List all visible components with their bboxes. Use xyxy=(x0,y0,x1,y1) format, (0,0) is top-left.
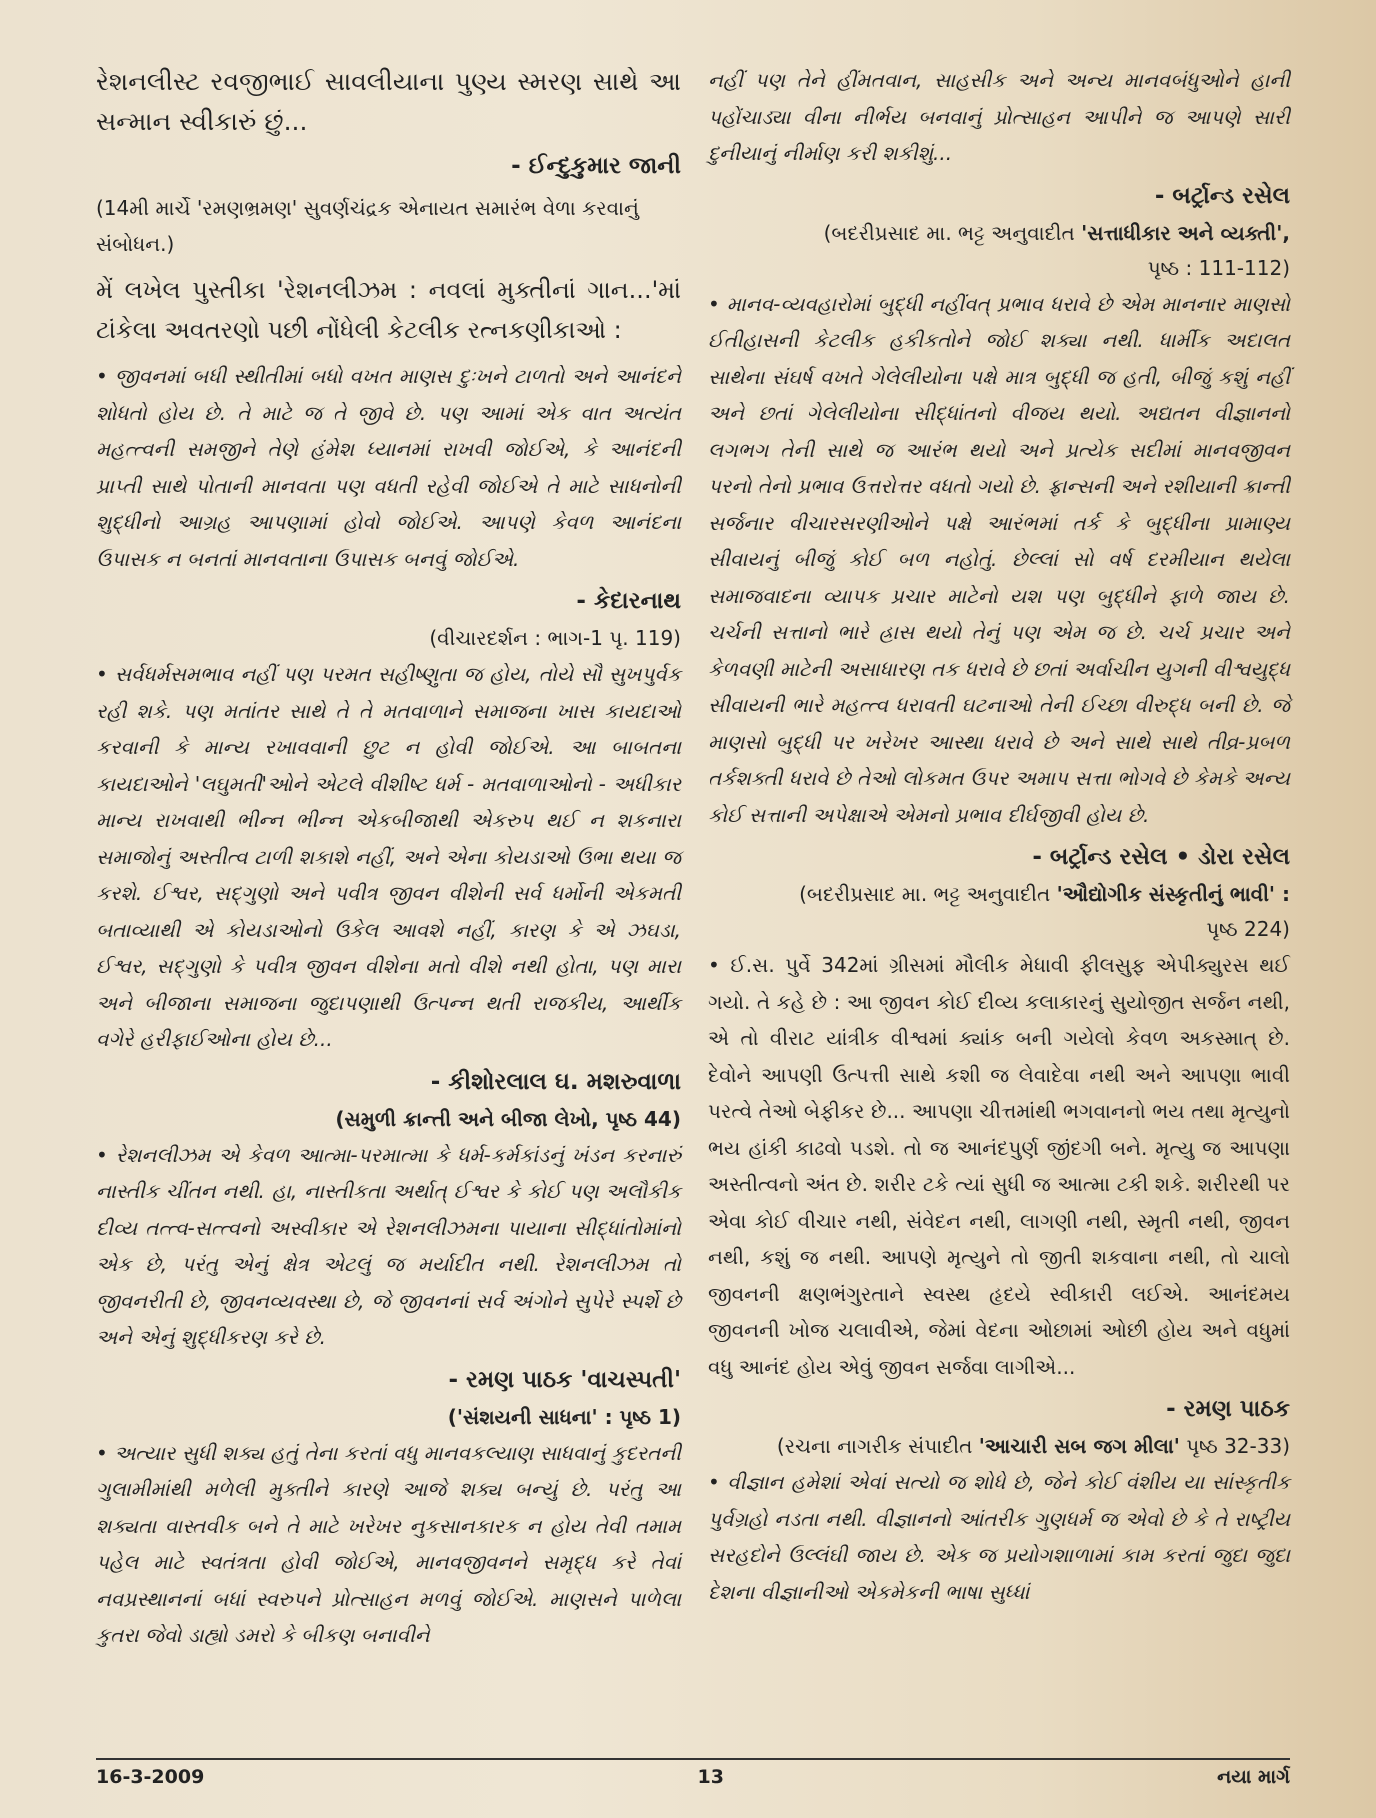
quote-paragraph: • ઈ.સ. પુર્વે 342માં ગ્રીસમાં મૌલીક મેધાવી ફીલસુફ એપીક્યુરસ થઈ ગયો. તે કહે છે : આ જીવન કોઈ દીવ્ય કલાકારનું સુયોજીત સર્જન નથી, એ તો વીરાટ યાંત્રીક વીશ્વમાં ક્યાંક બની ગયેલો કેવળ અકસ્માત્ છે. દેવોને આપણી ઉત્પત્તી સાથે કશી જ લેવાદેવા નથી અને આપણા ભાવી પરત્વે તેઓ બેફીકર છે... આપણા ચીત્તમાંથી ભગવાનનો ભય તથા મૃત્યુનો ભય હાંકી કાઢવો પડશે. તો જ આનંદપુર્ણ જીંદગી બને. મૃત્યુ જ આપણા અસ્તીત્વનો અંત છે. શરીર ટકે ત્યાં સુધી જ આત્મા ટકી શકે. શરીરથી પર એવા કોઈ વીચાર નથી, સંવેદન નથી, લાગણી નથી, સ્મૃતી નથી, જીવન નથી, કશું જ નથી. આપણે મૃત્યુને તો જીતી શકવાના નથી, તો ચાલો જીવનની ક્ષણભંગુરતાને સ્વસ્થ હૃદયે સ્વીકારી લઈએ. આનંદમય જીવનની ખોજ ચલાવીએ, જેમાં વેદના ઓછામાં ઓછી હોય અને વધુમાં વધુ આનંદ હોય એવું જીવન સર્જવા લાગીએ... xyxy=(708,953,1290,1379)
quote-paragraph: • અત્યાર સુધી શક્ય હતું તેના કરતાં વધુ માનવકલ્યાણ સાધવાનું કુદરતની ગુલામીમાંથી મળેલી મુક્તીને કારણે આજે શક્ય બન્યું છે. પરંતુ આ શક્યતા વાસ્તવીક બને તે માટે ખરેખર નુકસાનકારક ન હોય તેવી તમામ પહેલ માટે સ્વતંત્રતા હોવી જોઈએ, માનવજીવનને સમૃદ્ધ કરે તેવાં નવપ્રસ્થાનનાં બધાં સ્વરુપને પ્રોત્સાહન મળવું જોઈએ. માણસને પાળેલા કુતરા જેવો ડાહ્યો ડમરો કે બીકણ બનાવીને xyxy=(96,1440,681,1647)
quote-paragraph: • જીવનમાં બધી સ્થીતીમાં બધો વખત માણસ દુઃખને ટાળતો અને આનંદને શોધતો હોય છે. તે માટે જ તે જીવે છે. પણ આમાં એક વાત અત્યંત મહત્ત્વની સમજીને તેણે હંમેશ ધ્યાનમાં રાખવી જોઈએ, કે આનંદની પ્રાપ્તી સાથે પોતાની માનવતા પણ વધતી રહેવી જોઈએ તે માટે સાધનોની શુદ્ધીનો આગ્રહ આપણામાં હોવો જોઈએ. આપણે કેવળ આનંદના ઉપાસક ન બનતાં માનવતાના ઉપાસક બનવું જોઈએ. xyxy=(96,364,681,571)
left-column xyxy=(96,62,681,1654)
source-prefix: (બદરીપ્રસાદ મા. ભટ્ટ અનુવાદીત xyxy=(823,220,1082,245)
source-prefix: (રચના નાગરીક સંપાદીત xyxy=(776,1434,979,1458)
author-line: - બર્ટ્રાન્ડ રસેલ • ડોરા રસેલ xyxy=(1032,844,1290,870)
quote-paragraph: • માનવ-વ્યવહારોમાં બુદ્ધી નહીંવત્ પ્રભાવ ધરાવે છે એમ માનનાર માણસો ઈતીહાસની કેટલીક હકીકતોને જોઈ શક્યા નથી. ધાર્મીક અદાલત સાથેના સંઘર્ષ વખતે ગેલેલીયોના પક્ષે માત્ર બુદ્ધી જ હતી, બીજું કશું નહીં અને છતાં ગેલેલીયોના સીદ્ધાંતનો વીજય થયો. અદ્યતન વીજ્ઞાનનો લગભગ તેની સાથે જ આરંભ થયો અને પ્રત્યેક સદીમાં માનવજીવન પરનો તેનો પ્રભાવ ઉત્તરોત્તર વધતો ગયો છે. ફ્રાન્સની અને રશીયાની ક્રાન્તી સર્જનાર વીચારસરણીઓને પક્ષે આરંભમાં તર્ક કે બુદ્ધીના પ્રામાણ્ય સીવાયનું બીજું કોઈ બળ નહોતું. છેલ્લાં સો વર્ષ દરમીયાન થયેલા સમાજવાદના વ્યાપક પ્રચાર માટેનો યશ પણ બુદ્ધીને ફાળે જાય છે. ચર્ચની સત્તાનો ભારે હ્રાસ થયો તેનું પણ એમ જ છે. ચર્ચ પ્રચાર અને કેળવણી માટેની અસાધારણ તક ધરાવે છે છતાં અર્વાચીન યુગની વીશ્વયુદ્ધ સીવાયની ભારે મહત્ત્વ ધરાવતી ઘટનાઓ તેની ઈચ્છા વીરુદ્ધ બની છે. જે માણસો બુદ્ધી પર ખરેખર આસ્થા ધરાવે છે અને સાથે સાથે તીવ્ર-પ્રબળ તર્કશક્તી ધરાવે છે તેઓ લોકમત ઉપર અમાપ સત્તા ભોગવે છે કેમકે અન્ય કોઈ સત્તાની અપેક્ષાએ એમનો પ્રભાવ દીર્ઘજીવી હોય છે. xyxy=(708,291,1290,827)
section-heading: મેં લખેલ પુસ્તીકા 'રેશનલીઝમ : નવલાં મુક્તીનાં ગાન...'માં ટાંકેલા અવતરણો પછી નોંધેલી કેટલીક રત્નકણીકાઓ : xyxy=(96,276,681,344)
publication-name: નયા માર્ગ xyxy=(1217,1766,1290,1788)
author-line: - રમણ પાઠક 'વાચસ્પતી' xyxy=(448,1366,681,1393)
spacer xyxy=(96,350,681,358)
source-page: પૃષ્ઠ : 111-112) xyxy=(1147,255,1290,280)
issue-date: 16-3-2009 xyxy=(96,1766,205,1788)
source-page: પૃષ્ઠ 32-33) xyxy=(1179,1434,1290,1458)
intro-text: રેશનલીસ્ટ રવજીભાઈ સાવલીયાના પુણ્ય સ્મરણ સાથે આ સન્માન સ્વીકારું છું... xyxy=(96,67,681,136)
right-column xyxy=(708,62,1290,1610)
spacer xyxy=(96,262,681,270)
source-page: પૃષ્ઠ 224) xyxy=(1206,917,1290,941)
source-citation: (વીચારદર્શન : ભાગ-1 પૃ. 119) xyxy=(429,626,681,650)
source-title: 'ઔદ્યોગીક સંસ્કૃતીનું ભાવી' : xyxy=(1056,882,1290,906)
author-line: - ઈન્દુકુમાર જાની xyxy=(511,153,681,179)
source-citation: ('સંશયની સાધના' : પૃષ્ઠ 1) xyxy=(447,1404,681,1429)
source-title: 'આચારી સબ જગ મીલા' xyxy=(978,1434,1180,1458)
source-citation xyxy=(708,1429,1290,1464)
source-citation xyxy=(708,877,1290,947)
quote-paragraph: નહીં પણ તેને હીંમતવાન, સાહસીક અને અન્ય માનવબંધુઓને હાની પહોંચાડ્યા વીના નીર્ભય બનવાનું પ્રોત્સાહન આપીને જ આપણે સારી દુનીયાનું નીર્માણ કરી શકીશું... xyxy=(708,68,1290,165)
speech-note: (14મી માર્ચે 'રમણભ્રમણ' સુવર્ણચંદ્રક એનાયત સમારંભ વેળા કરવાનું સંબોધન.) xyxy=(96,196,639,256)
author-line: - કેદારનાથ xyxy=(576,588,681,614)
source-citation: (સમુળી ક્રાન્તી અને બીજા લેખો, પૃષ્ઠ 44) xyxy=(335,1106,681,1131)
quote-paragraph: • સર્વધર્મસમભાવ નહીં પણ પરમત સહીષ્ણુતા જ હોય, તોયે સૌ સુખપુર્વક રહી શકે. પણ મતાંતર સાથે તે તે મતવાળાને સમાજના ખાસ કાયદાઓ કરવાની કે માન્ય રખાવવાની છુટ ન હોવી જોઈએ. આ બાબતના કાયદાઓને 'લઘુમતી'ઓને એટલે વીશીષ્ટ ધર્મ - મતવાળાઓનો - અધીકાર માન્ય રાખવાથી ભીન્ન ભીન્ન એકબીજાથી એકરુપ થઈ ન શકનારા સમાજોનું અસ્તીત્વ ટાળી શકાશે નહીં, અને એના કોયડાઓ ઉભા થયા જ કરશે. ઈશ્વર, સદ્‌ગુણો અને પવીત્ર જીવન વીશેની સર્વ ધર્મોની એકમતી બતાવ્યાથી એ કોયડાઓનો ઉકેલ આવશે નહીં, કારણ કે એ ઝઘડા, ઈશ્વર, સદ્‌ગુણો કે પવીત્ર જીવન વીશેના મતો વીશે નથી હોતા, પણ મારા અને બીજાના સમાજના જુદાપણાથી ઉત્પન્ન થતી રાજકીય, આર્થીક વગેરે હરીફાઈઓના હોય છે... xyxy=(96,662,681,1051)
page-number: 13 xyxy=(697,1766,724,1788)
author-line: - રમણ પાઠક xyxy=(1166,1396,1290,1422)
quote-paragraph: • વીજ્ઞાન હમેશાં એવાં સત્યો જ શોધે છે, જેને કોઈ વંશીય યા સાંસ્કૃતીક પુર્વગ્રહો નડતા નથી. વીજ્ઞાનનો આંતરીક ગુણધર્મ જ એવો છે કે તે રાષ્ટ્રીય સરહદોને ઉલ્લંઘી જાય છે. એક જ પ્રયોગશાળામાં કામ કરતાં જુદા જુદા દેશના વીજ્ઞાનીઓ એકમેકની ભાષા સુધ્ધાં xyxy=(708,1470,1290,1604)
author-line: - બર્ટ્રાન્ડ રસેલ xyxy=(1154,182,1290,209)
page-footer xyxy=(96,1758,1290,1790)
source-citation xyxy=(708,216,1290,286)
quote-paragraph: • રેશનલીઝમ એ કેવળ આત્મા-પરમાત્મા કે ધર્મ-કર્મકાંડનું ખંડન કરનારું નાસ્તીક ચીંતન નથી. હા, નાસ્તીકતા અર્થાત્ ઈશ્વર કે કોઈ પણ અલૌકીક દીવ્ય તત્ત્વ-સત્ત્વનો અસ્વીકાર એ રેશનલીઝમના પાયાના સીદ્ધાંતોમાંનો એક છે, પરંતુ એનું ક્ષેત્ર એટલું જ મર્યાદીત નથી. રેશનલીઝમ તો જીવનરીતી છે, જીવનવ્યવસ્થા છે, જે જીવનનાં સર્વ અંગોને સુપેરે સ્પર્શે છે અને એનું શુદ્ધીકરણ કરે છે. xyxy=(96,1142,681,1349)
source-prefix: (બદરીપ્રસાદ મા. ભટ્ટ અનુવાદીત xyxy=(799,882,1057,906)
author-line: - કીશોરલાલ ઘ. મશરુવાળા xyxy=(430,1068,681,1095)
source-title: 'સત્તાધીકાર અને વ્યક્તી', xyxy=(1081,220,1290,245)
